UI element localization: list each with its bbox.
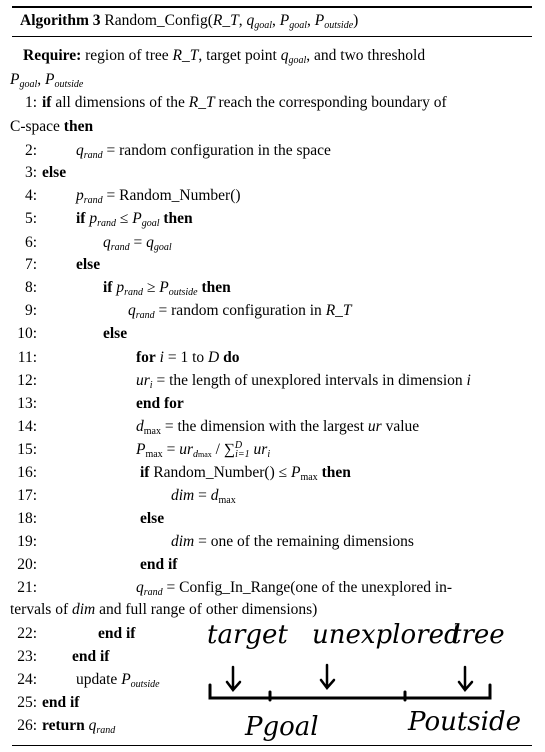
arrow-down-icon [321, 665, 334, 688]
handwritten-target: target [207, 620, 288, 650]
handwritten-tree: tree [451, 620, 505, 650]
arrow-down-icon [459, 667, 472, 690]
algorithm-label: Algorithm 3 [20, 12, 101, 29]
algorithm-title: Algorithm 3 Random_Config(R_T, $q_{goal}$, $P_{goal}$, $P_{outside}$) [20, 12, 359, 31]
handwritten-poutside: Poutside [408, 707, 521, 737]
algorithm-name: Random_Config [104, 12, 208, 29]
handwritten-unexplored: unexplored [312, 620, 461, 650]
handwritten-pgoal: Pgoal [245, 712, 319, 742]
arrow-down-icon [227, 667, 240, 690]
